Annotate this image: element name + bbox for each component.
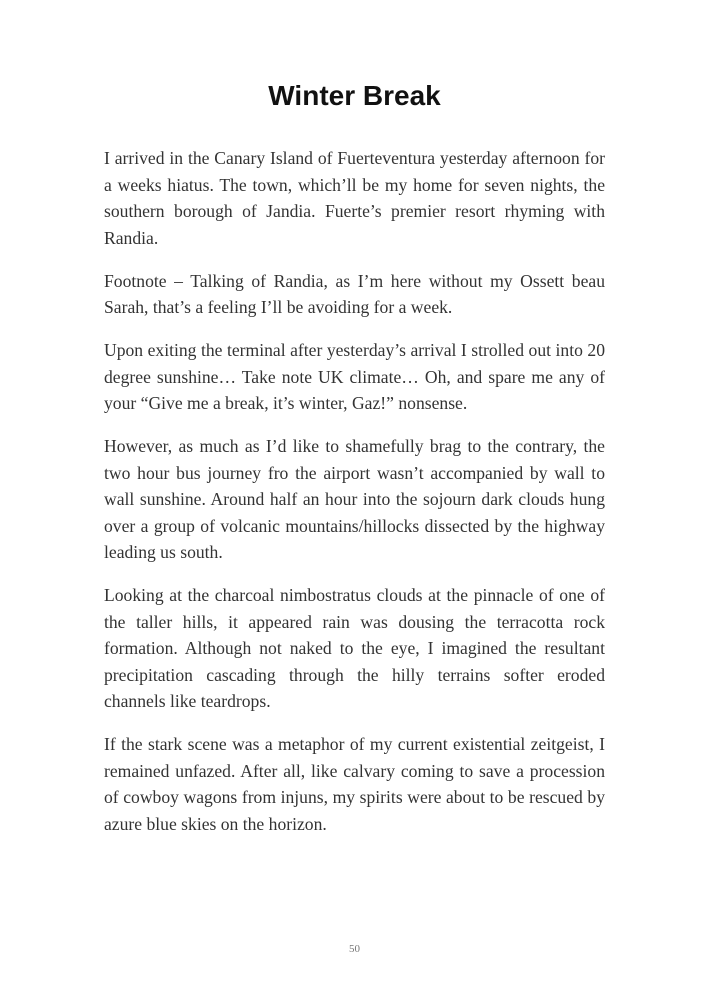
body-text (104, 145, 605, 854)
paragraph: Upon exiting the terminal after yesterday’s arrival I strolled out into 20 degree sunshine… Take note UK climate… Oh, and spare me any of your “Give me a break, it’s winter, Gaz!” nonsense. (104, 340, 605, 413)
paragraph: I arrived in the Canary Island of Fuerteventura yesterday afternoon for a weeks hiatus. The town, which’ll be my home for seven nights, the southern borough of Jandia. Fuerte’s premier resort rhyming with Randia. (104, 148, 605, 248)
paragraph: However, as much as I’d like to shamefully brag to the contrary, the two hour bus journey fro the airport wasn’t accompanied by wall to wall sunshine. Around half an hour into the sojourn dark clouds hung over a group of volcanic mountains/hillocks dissected by the highway leading us south. (104, 436, 605, 562)
paragraph: Looking at the charcoal nimbostratus clouds at the pinnacle of one of the taller hills, it appeared rain was dousing the terracotta rock formation. Although not naked to the eye, I imagined the resultant precipitation cascading through the hilly terrains softer eroded channels like teardrops. (104, 585, 605, 711)
page-number: 50 (349, 943, 360, 955)
page-title: Winter Break (268, 80, 441, 111)
paragraph: If the stark scene was a metaphor of my current existential zeitgeist, I remained unfazed. After all, like calvary coming to save a procession of cowboy wagons from injuns, my spirits were about to be rescued by azure blue skies on the horizon. (104, 734, 605, 834)
paragraph: Footnote – Talking of Randia, as I’m here without my Ossett beau Sarah, that’s a feeling I’ll be avoiding for a week. (104, 270, 605, 317)
